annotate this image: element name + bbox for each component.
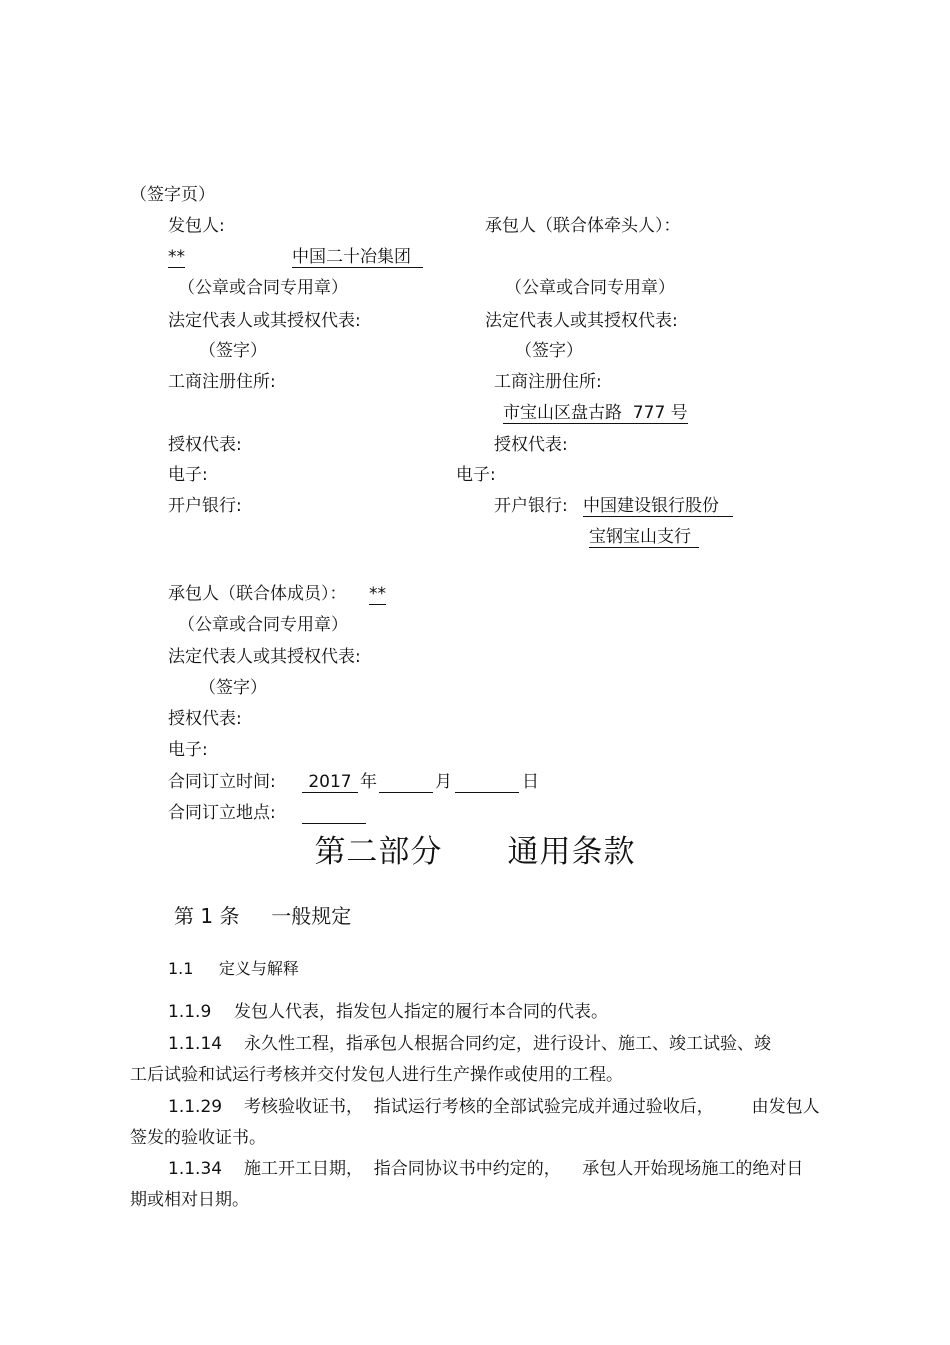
clause-number: 1.1.9	[168, 1002, 212, 1022]
contractor-member-sign-note: （签字）	[199, 678, 267, 698]
contractor-lead-address-label: 工商注册住所:	[494, 372, 602, 392]
contract-year: 2017	[302, 774, 358, 793]
contractor-lead-address-value: 市宝山区盘古路 777 号	[503, 403, 688, 423]
clause-text: 施工开工日期， 指合同协议书中约定的， 承包人开始现场施工的绝对日	[244, 1159, 804, 1179]
contractor-lead-bank-line1: 中国建设银行股份	[583, 498, 733, 517]
contract-time-label: 合同订立时间:	[168, 772, 276, 792]
contractor-lead-seal-note: （公章或合同专用章）	[505, 278, 675, 298]
contractor-lead-bank-line2: 宝钢宝山支行	[589, 529, 699, 548]
employer-auth-rep-label: 授权代表:	[168, 435, 242, 455]
employer-bank-label: 开户银行:	[168, 496, 242, 516]
contract-place-label: 合同订立地点:	[168, 803, 276, 823]
contractor-lead-label: 承包人（联合体牵头人）：	[485, 216, 681, 236]
contract-year-unit: 年	[360, 772, 377, 792]
clause-text: 考核验收证书， 指试运行考核的全部试验完成并通过验收后， 由发包人	[244, 1097, 820, 1117]
employer-address-label: 工商注册住所:	[168, 372, 276, 392]
signature-page-label: （签字页）	[130, 185, 215, 205]
part-title: 第二部分 通用条款	[314, 834, 636, 870]
contract-month-unit: 月	[435, 772, 452, 792]
contractor-lead-email-label: 电子:	[456, 465, 496, 485]
employer-label: 发包人:	[168, 216, 225, 236]
contractor-lead-sign-note: （签字）	[515, 341, 583, 361]
contract-day-blank	[455, 774, 519, 793]
contractor-lead-auth-rep-label: 授权代表:	[494, 435, 568, 455]
employer-seal-note: （公章或合同专用章）	[178, 278, 348, 298]
section-heading: 1.1 定义与解释	[168, 959, 299, 978]
contractor-lead-rep-label: 法定代表人或其授权代表:	[485, 311, 678, 331]
clause-continuation: 期或相对日期。	[130, 1190, 249, 1210]
contractor-member-seal-note: （公章或合同专用章）	[178, 615, 348, 635]
contractor-member-rep-label: 法定代表人或其授权代表:	[168, 647, 361, 667]
contract-place-blank	[302, 805, 366, 824]
clause-number: 1.1.29	[168, 1097, 223, 1117]
contractor-lead-bank-label: 开户银行:	[494, 496, 568, 516]
article-heading: 第 1 条 一般规定	[174, 904, 352, 928]
contractor-member-auth-rep-label: 授权代表:	[168, 709, 242, 729]
contract-month-blank	[379, 774, 433, 793]
employer-name-full: 中国二十冶集团	[292, 249, 423, 268]
clause-continuation: 签发的验收证书。	[130, 1128, 266, 1148]
clause-text: 发包人代表，指发包人指定的履行本合同的代表。	[234, 1002, 608, 1022]
contractor-member-name: **	[369, 584, 386, 604]
employer-name-short: **	[168, 247, 185, 267]
employer-sign-note: （签字）	[199, 341, 267, 361]
clause-text: 永久性工程，指承包人根据合同约定，进行设计、施工、竣工试验、竣	[244, 1034, 771, 1054]
employer-rep-label: 法定代表人或其授权代表:	[168, 311, 361, 331]
clause-continuation: 工后试验和试运行考核并交付发包人进行生产操作或使用的工程。	[130, 1065, 623, 1085]
contractor-member-label: 承包人（联合体成员）：	[168, 584, 347, 604]
clause-number: 1.1.14	[168, 1034, 223, 1054]
clause-number: 1.1.34	[168, 1159, 223, 1179]
employer-email-label: 电子:	[168, 465, 208, 485]
contractor-member-email-label: 电子:	[168, 740, 208, 760]
contract-day-unit: 日	[522, 772, 539, 792]
